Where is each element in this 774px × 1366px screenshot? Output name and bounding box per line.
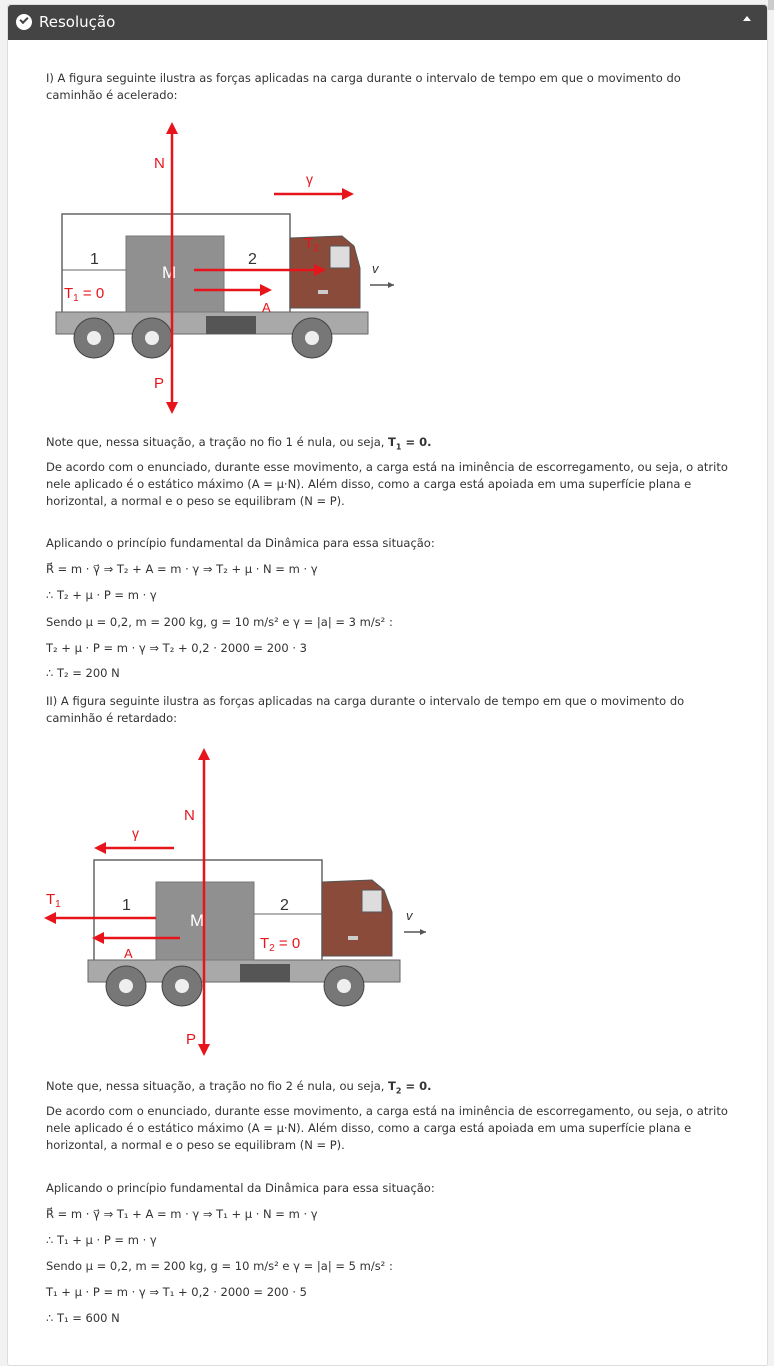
- truck-cab-handle: [348, 936, 358, 940]
- part2-note: Note que, nessa situação, a tração no fio 2 é nula, ou seja, $T_2 = 0$.: [46, 1079, 432, 1096]
- acceleration-arrowhead: [342, 188, 354, 200]
- truck-cab-window: [362, 890, 382, 912]
- weight-arrowhead: [166, 402, 178, 414]
- rope1-label: 1: [90, 251, 99, 268]
- part1-intro: I) A figura seguinte ilustra as forças aplicadas na carga durante o intervalo de tempo em que o movimento do caminhão é acelerado:: [46, 71, 681, 102]
- t2-label: $T_2$: [304, 235, 319, 254]
- velocity-arrowhead: [420, 929, 426, 935]
- normal-label: N: [184, 807, 195, 824]
- load-label: M: [162, 263, 177, 282]
- weight-label: P: [186, 1031, 197, 1048]
- part1-paragraph-friction: De acordo com o enunciado, durante esse movimento, a carga está na iminência de escorregamento, ou seja, o atrito nele aplicado é o estático máximo (A = μ·N). Além disso, como a carga está apoiada em uma superfície plana e horizontal, a normal e o peso se equilibram (N = P).: [46, 460, 728, 508]
- t1-label: $T_1$: [46, 891, 61, 910]
- part1-paragraph-principle: Aplicando o princípio fundamental da Dinâmica para essa situação:: [46, 536, 435, 550]
- load-label: M: [190, 911, 205, 930]
- velocity-arrowhead: [388, 282, 394, 288]
- part2-equation-4: T₁ + μ · P = m · γ ⇒ T₁ + 0,2 · 2000 = 200 · 5: [46, 1285, 307, 1299]
- part1-note: Note que, nessa situação, a tração no fio 1 é nula, ou seja, $T_1 = 0$.: [46, 435, 432, 452]
- truck-fuel-tank: [240, 964, 290, 982]
- normal-label: N: [154, 155, 165, 172]
- rope1-label: 1: [122, 897, 131, 914]
- figure-accelerated: [44, 118, 414, 418]
- part1-equation-1: R⃗ = m · γ⃗ ⇒ T₂ + A = m · γ ⇒ T₂ + μ · N = m · γ: [46, 562, 318, 576]
- weight-arrowhead: [198, 1044, 210, 1056]
- normal-arrowhead: [166, 122, 178, 134]
- part2-result: ∴ T₁ = 600 N: [46, 1311, 120, 1325]
- weight-label: P: [154, 375, 165, 392]
- part2-intro: II) A figura seguinte ilustra as forças aplicadas na carga durante o intervalo de tempo em que o movimento do caminhão é retardado:: [46, 694, 685, 725]
- truck-cab-window: [330, 246, 350, 268]
- part1-equation-4: T₂ + μ · P = m · γ ⇒ T₂ + 0,2 · 2000 = 200 · 3: [46, 641, 307, 655]
- t2-zero-label: $T_2 = 0$: [260, 935, 301, 954]
- velocity-label: v: [372, 261, 379, 276]
- acceleration-arrowhead: [94, 842, 106, 854]
- gamma-label: γ: [306, 171, 313, 187]
- part1-equation-2: ∴ T₂ + μ · P = m · γ: [46, 588, 157, 602]
- velocity-label: v: [406, 908, 413, 923]
- friction-label: A: [124, 946, 133, 961]
- panel-title: Resolução: [39, 13, 116, 31]
- truck-fuel-tank: [206, 316, 256, 334]
- normal-arrowhead: [198, 748, 210, 760]
- truck-cab-handle: [318, 290, 328, 294]
- friction-label: A: [262, 300, 271, 315]
- part2-equation-2: ∴ T₁ + μ · P = m · γ: [46, 1233, 157, 1247]
- t1-arrowhead: [44, 912, 56, 924]
- figure-retarded: [30, 742, 450, 1057]
- gamma-label: γ: [132, 825, 139, 841]
- part2-equation-1: R⃗ = m · γ⃗ ⇒ T₁ + A = m · γ ⇒ T₁ + μ · N = m · γ: [46, 1207, 318, 1221]
- part2-equation-3: Sendo μ = 0,2, m = 200 kg, g = 10 m/s² e γ = |a| = 5 m/s² :: [46, 1259, 393, 1273]
- part1-result: ∴ T₂ = 200 N: [46, 666, 120, 680]
- part2-paragraph-principle: Aplicando o princípio fundamental da Dinâmica para essa situação:: [46, 1181, 435, 1195]
- t1-zero-label: $T_1 = 0$: [64, 285, 105, 304]
- rope2-label: 2: [280, 897, 289, 914]
- rope2-label: 2: [248, 251, 257, 268]
- part1-equation-3: Sendo μ = 0,2, m = 200 kg, g = 10 m/s² e γ = |a| = 3 m/s² :: [46, 615, 393, 629]
- part2-paragraph-friction: De acordo com o enunciado, durante esse movimento, a carga está na iminência de escorregamento, ou seja, o atrito nele aplicado é o estático máximo (A = μ·N). Além disso, como a carga está apoiada em uma superfície plana e horizontal, a normal e o peso se equilibram (N = P).: [46, 1104, 728, 1152]
